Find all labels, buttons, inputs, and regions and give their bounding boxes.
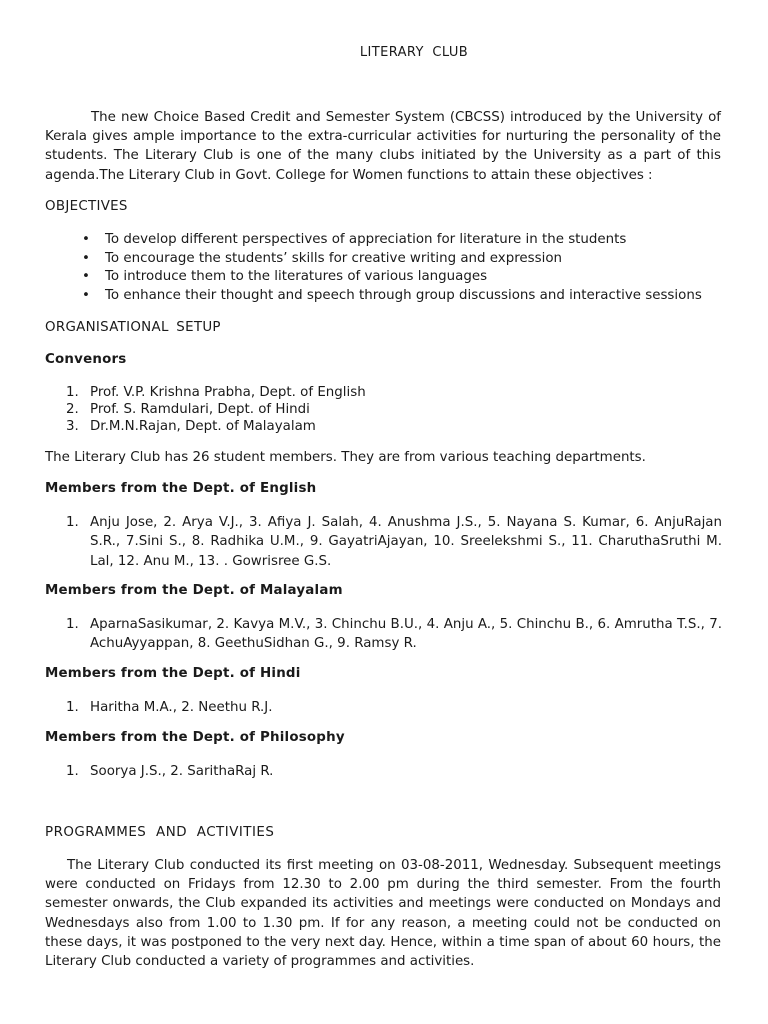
bullet-icon: •	[82, 232, 90, 247]
bullet-icon: •	[82, 269, 90, 285]
list-item: 1. Haritha M.A., 2. Neethu R.J.	[66, 700, 273, 715]
page-title: LITERARY CLUB	[359, 45, 469, 60]
english-members-list	[66, 513, 722, 571]
list-item: 3. Dr.M.N.Rajan, Dept. of Malayalam	[66, 418, 316, 434]
programmes-paragraph: The Literary Club conducted its first meeting on 03-08-2011, Wednesday. Subsequent meetings were conducted on Fridays from 12.30 to 2.00 pm during the third semester. From the fourth semester onwards, the Club expanded its activities and meetings were conducted on Mondays and Wednesdays also from 1.00 to 1.30 pm. If for any reason, a meeting could not be conducted on these days, it was postponed to the very next day. Hence, within a time span of about 60 hours, the Literary Club conducted a variety of programmes and activities.	[45, 858, 721, 970]
list-item: • To introduce them to the literatures of various languages	[81, 268, 741, 287]
setup-heading: ORGANISATIONAL SETUP	[45, 320, 221, 335]
bullet-icon: •	[82, 288, 90, 304]
philosophy-heading: Members from the Dept. of Philosophy	[45, 730, 345, 745]
malayalam-members-list	[66, 615, 722, 654]
malayalam-heading: Members from the Dept. of Malayalam	[45, 583, 343, 598]
programmes-heading: PROGRAMMES AND ACTIVITIES	[45, 825, 275, 840]
members-note: The Literary Club has 26 student members. They are from various teaching departments.	[45, 450, 646, 465]
intro-paragraph: The new Choice Based Credit and Semester System (CBCSS) introduced by the University of Kerala gives ample importance to the extra-curricular activities for nurturing the personality of the students. The Literary Club is one of the many clubs initiated by the University as a part of this agenda.The Literary Club in Govt. College for Women functions to attain these objectives :	[45, 110, 721, 183]
objectives-list	[81, 231, 741, 306]
convenors-heading: Convenors	[45, 352, 127, 367]
philosophy-members-list	[66, 762, 722, 781]
list-item: • To develop different perspectives of appreciation for literature in the students	[81, 231, 741, 250]
list-item: 1. Prof. V.P. Krishna Prabha, Dept. of English	[66, 385, 366, 400]
list-item: 1. Anju Jose, 2. Arya V.J., 3. Afiya J. Salah, 4. Anushma J.S., 5. Nayana S. Kumar, 6. AnjuRajan S.R., 7.Sini S., 8. Radhika U.M., 9. GayatriAjayan, 10. Sreelekshmi S., 11. CharuthaSruthi M. Lal, 12. Anu M., 13. . Gowrisree G.S.	[66, 515, 722, 569]
list-item: 1. Soorya J.S., 2. SarithaRaj R.	[66, 764, 274, 779]
hindi-heading: Members from the Dept. of Hindi	[45, 666, 301, 681]
objectives-heading: OBJECTIVES	[45, 199, 128, 214]
bullet-icon: •	[82, 250, 90, 266]
hindi-members-list	[66, 698, 722, 717]
convenors-list	[66, 385, 726, 435]
list-item: • To enhance their thought and speech through group discussions and interactive sessions	[81, 287, 741, 306]
list-item: 1. AparnaSasikumar, 2. Kavya M.V., 3. Chinchu B.U., 4. Anju A., 5. Chinchu B., 6. Amrutha T.S., 7. AchuAyyappan, 8. GeethuSidhan G., 9. Ramsy R.	[66, 617, 722, 652]
english-heading: Members from the Dept. of English	[45, 481, 317, 496]
list-item: • To encourage the students’ skills for creative writing and expression	[81, 250, 741, 269]
list-item: 2. Prof. S. Ramdulari, Dept. of Hindi	[66, 401, 310, 417]
